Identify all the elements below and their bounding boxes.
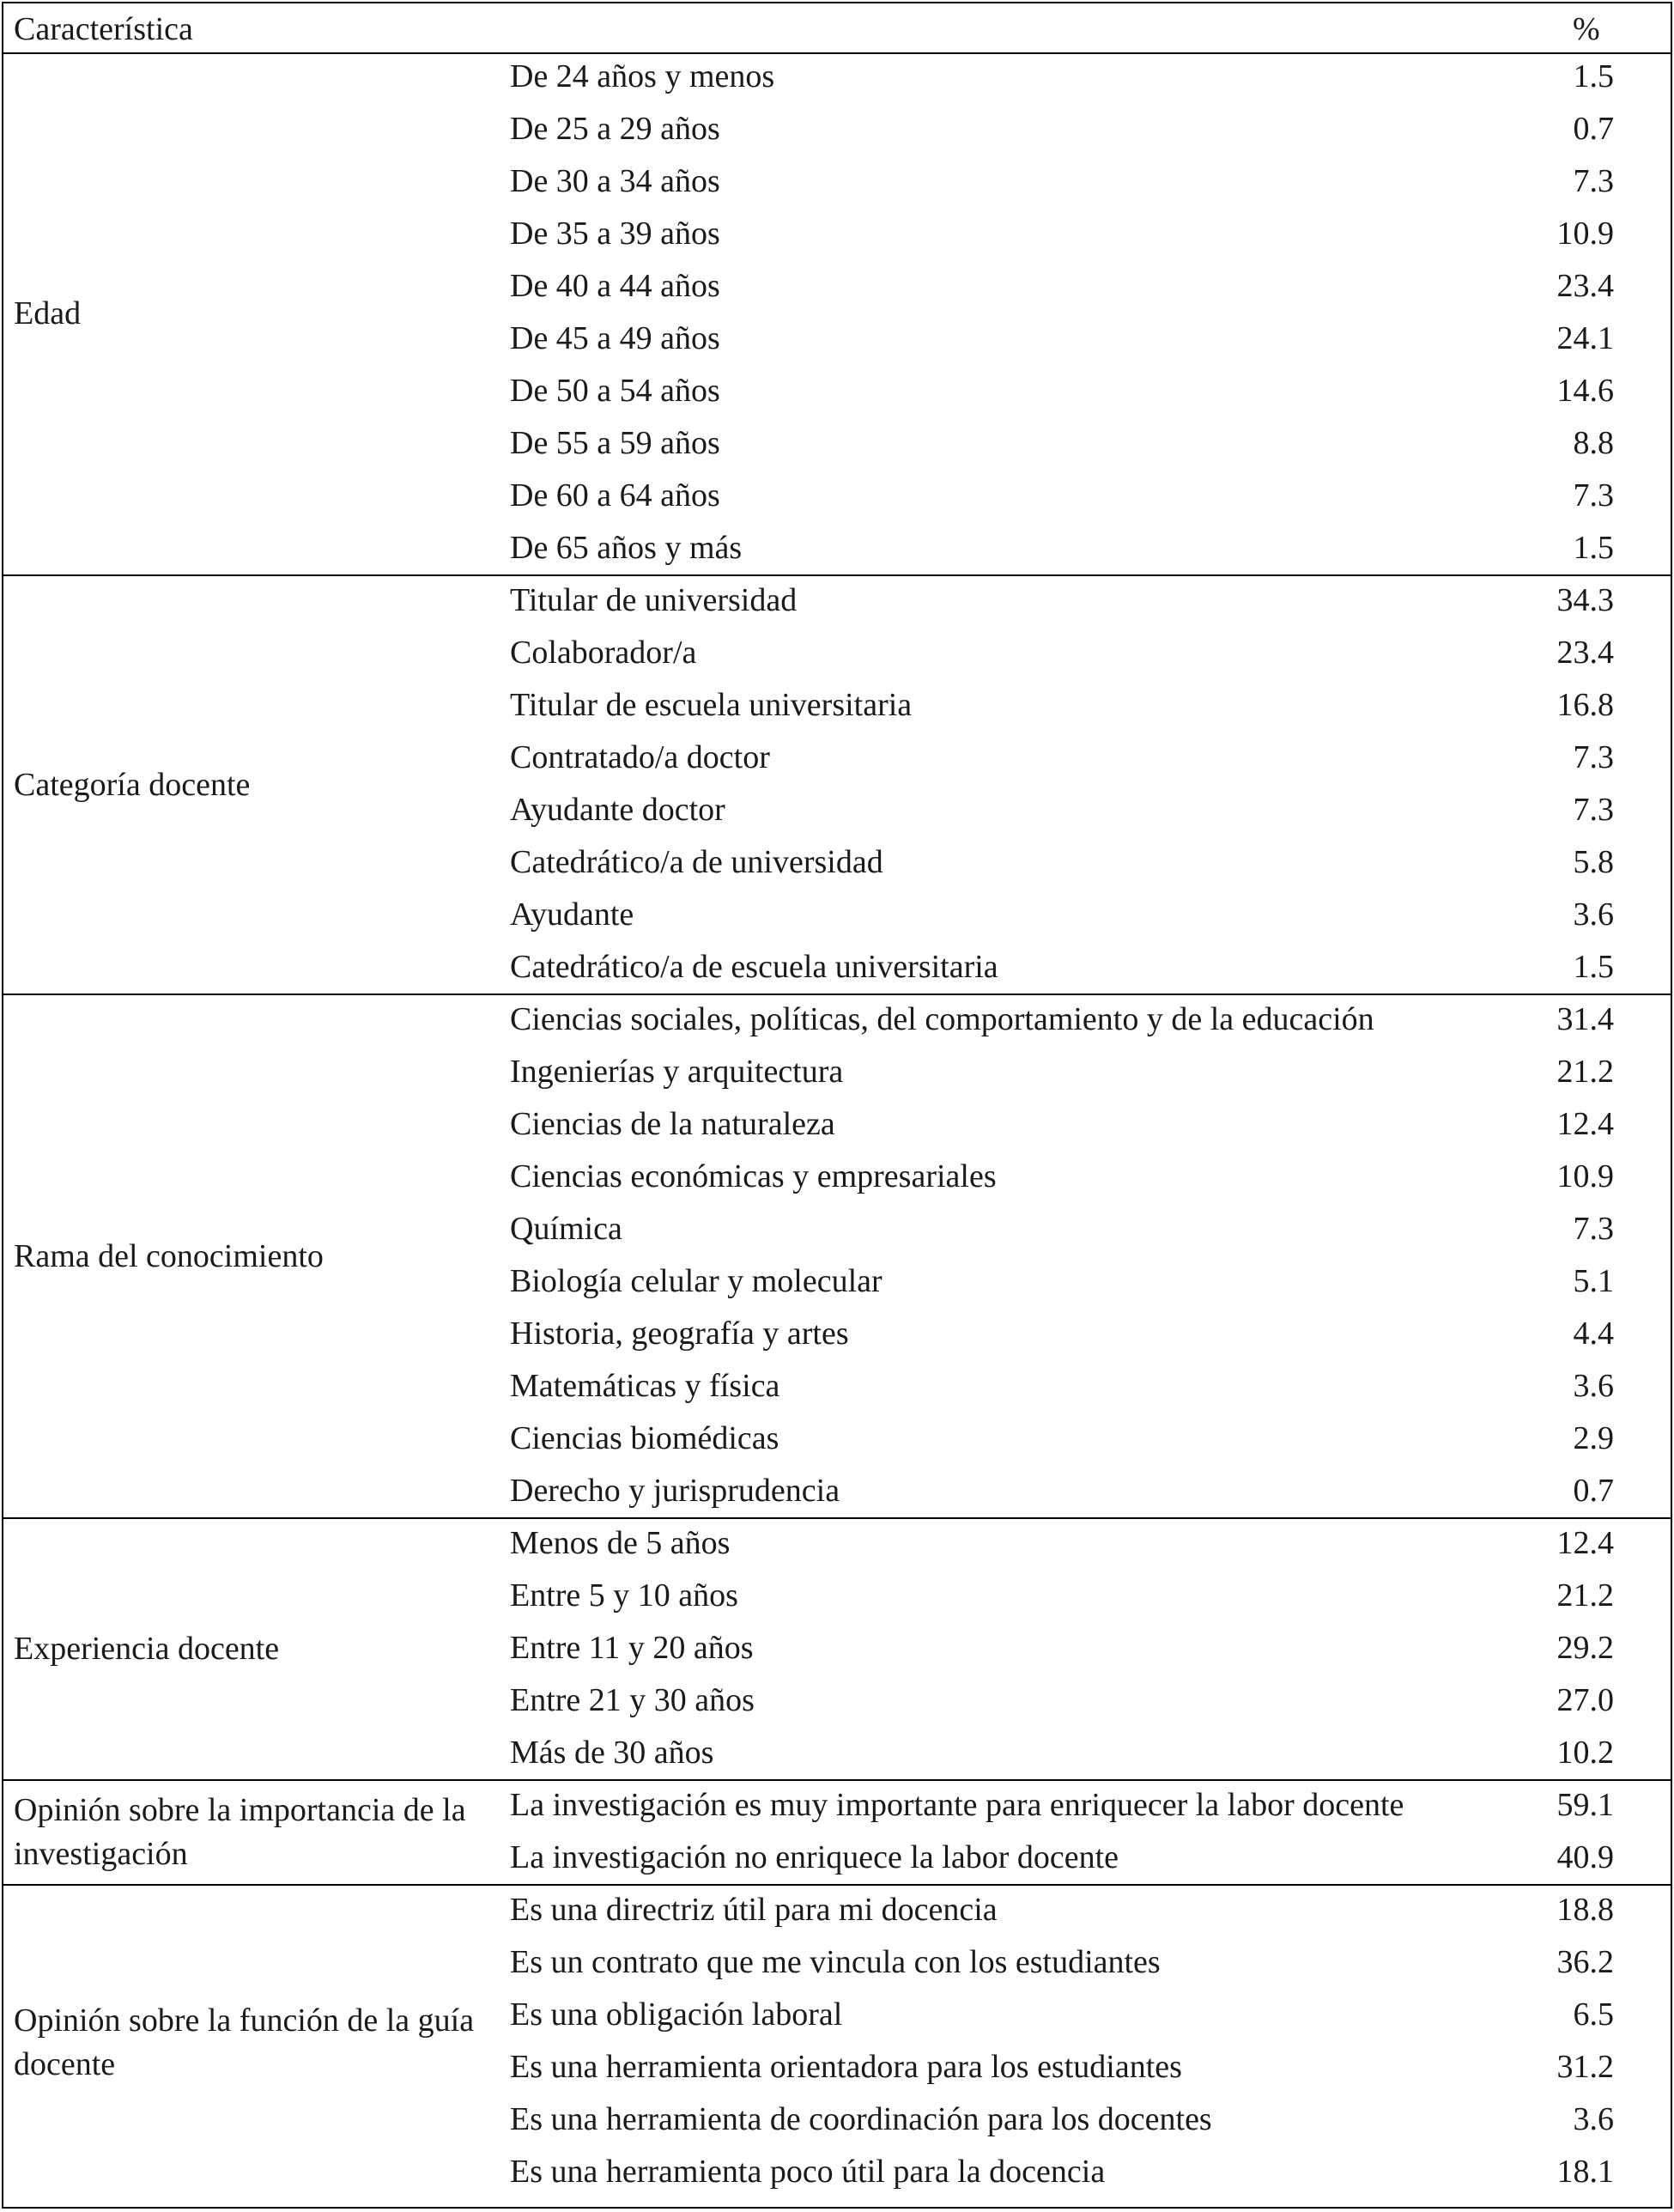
table-row	[510, 1571, 1671, 1624]
row-percent: 24.1	[1556, 320, 1614, 356]
row-percent: 34.3	[1556, 582, 1614, 618]
row-item: Titular de universidad	[510, 582, 798, 618]
row-percent: 23.4	[1556, 268, 1614, 304]
row-percent: 1.5	[1573, 530, 1614, 566]
table-row	[510, 262, 1671, 314]
row-item: Ciencias de la naturaleza	[510, 1106, 835, 1142]
table-section	[3, 995, 1671, 1519]
table-row	[510, 2043, 1671, 2095]
table-row	[510, 1048, 1671, 1100]
row-percent: 3.6	[1573, 2101, 1614, 2137]
row-item: Es una herramienta orientadora para los estudiantes	[510, 2049, 1182, 2085]
row-percent: 18.1	[1556, 2154, 1614, 2190]
row-percent: 7.3	[1573, 792, 1614, 828]
row-item: De 65 años y más	[510, 530, 743, 566]
row-percent: 7.3	[1573, 739, 1614, 775]
row-percent: 5.8	[1573, 844, 1614, 880]
row-percent: 59.1	[1556, 1787, 1614, 1823]
row-item: Ingenierías y arquitectura	[510, 1054, 844, 1090]
row-percent: 10.9	[1556, 1158, 1614, 1194]
characteristics-table	[2, 2, 1672, 2209]
table-section	[3, 52, 1671, 576]
row-item: La investigación es muy importante para enriquecer la labor docente	[510, 1787, 1404, 1823]
table-row	[510, 2095, 1671, 2148]
row-percent: 18.8	[1556, 1892, 1614, 1928]
table-row	[510, 1886, 1671, 1938]
row-percent: 5.1	[1573, 1263, 1614, 1299]
row-item: Matemáticas y física	[510, 1368, 780, 1404]
table-row	[510, 419, 1671, 471]
table-section	[3, 1886, 1671, 2200]
row-item: Catedrático/a de escuela universitaria	[510, 949, 998, 985]
section-category: Rama del conocimiento	[14, 1237, 324, 1274]
row-item: Ayudante doctor	[510, 792, 725, 828]
table-row	[510, 1414, 1671, 1467]
row-percent: 36.2	[1556, 1944, 1614, 1980]
section-category: Experiencia docente	[14, 1631, 280, 1667]
row-item: Química	[510, 1211, 622, 1247]
row-percent: 21.2	[1556, 1577, 1614, 1613]
table-row	[510, 52, 1671, 105]
row-percent: 1.5	[1573, 58, 1614, 94]
row-item: Entre 5 y 10 años	[510, 1577, 738, 1613]
row-item: Es una directriz útil para mi docencia	[510, 1892, 998, 1928]
row-percent: 1.5	[1573, 949, 1614, 985]
row-percent: 0.7	[1573, 1473, 1614, 1509]
row-percent: 31.2	[1556, 2049, 1614, 2085]
table-row	[510, 1519, 1671, 1571]
row-item: Es una herramienta poco útil para la docencia	[510, 2154, 1106, 2190]
table-row	[510, 524, 1671, 576]
section-category: Opinión sobre la función de la guía docente	[14, 2002, 475, 2082]
table-section	[3, 576, 1671, 995]
table-row	[510, 943, 1671, 995]
row-item: Es una obligación laboral	[510, 1996, 843, 2033]
table-row	[510, 1152, 1671, 1205]
row-item: Más de 30 años	[510, 1735, 714, 1771]
row-item: De 45 a 49 años	[510, 320, 720, 356]
row-item: Ciencias sociales, políticas, del comportamiento y de la educación	[510, 1001, 1374, 1037]
table-row	[510, 629, 1671, 681]
row-percent: 23.4	[1556, 635, 1614, 671]
table-row	[510, 733, 1671, 786]
table-row	[510, 1257, 1671, 1310]
row-percent: 40.9	[1556, 1839, 1614, 1875]
table-row	[510, 1310, 1671, 1362]
table-row	[510, 1100, 1671, 1152]
row-percent: 29.2	[1556, 1630, 1614, 1666]
row-percent: 6.5	[1573, 1996, 1614, 2033]
row-item: Titular de escuela universitaria	[510, 687, 913, 723]
row-item: Menos de 5 años	[510, 1525, 731, 1561]
row-item: La investigación no enriquece la labor docente	[510, 1839, 1119, 1875]
row-item: De 25 a 29 años	[510, 111, 720, 147]
table-row	[510, 1938, 1671, 1990]
table-row	[510, 1362, 1671, 1414]
row-percent: 12.4	[1556, 1525, 1614, 1561]
table-row	[510, 1676, 1671, 1729]
table-row	[510, 367, 1671, 419]
table-header	[3, 3, 1671, 54]
table-row	[510, 314, 1671, 367]
row-item: De 30 a 34 años	[510, 163, 720, 199]
table-section	[3, 1519, 1671, 1781]
row-item: De 40 a 44 años	[510, 268, 720, 304]
row-item: Contratado/a doctor	[510, 739, 770, 775]
row-item: De 60 a 64 años	[510, 477, 720, 514]
table-row	[510, 681, 1671, 733]
row-percent: 27.0	[1556, 1682, 1614, 1718]
row-percent: 21.2	[1556, 1054, 1614, 1090]
table-row	[510, 471, 1671, 524]
table-row	[510, 786, 1671, 838]
row-item: Catedrático/a de universidad	[510, 844, 883, 880]
table-row	[510, 2148, 1671, 2200]
row-percent: 3.6	[1573, 1368, 1614, 1404]
row-percent: 14.6	[1556, 373, 1614, 409]
header-characteristic: Característica	[14, 11, 193, 47]
header-percent: %	[1573, 11, 1600, 47]
row-percent: 3.6	[1573, 896, 1614, 933]
table-row	[510, 576, 1671, 629]
row-item: De 55 a 59 años	[510, 425, 720, 461]
table-row	[510, 1729, 1671, 1781]
row-item: De 35 a 39 años	[510, 216, 720, 252]
row-item: Biología celular y molecular	[510, 1263, 882, 1299]
row-item: Derecho y jurisprudencia	[510, 1473, 840, 1509]
row-item: Ayudante	[510, 896, 634, 933]
table-row	[510, 838, 1671, 890]
table-row	[510, 210, 1671, 262]
row-item: Entre 11 y 20 años	[510, 1630, 754, 1666]
table-row	[510, 890, 1671, 943]
table-row	[510, 1624, 1671, 1676]
row-percent: 10.9	[1556, 216, 1614, 252]
row-item: Es una herramienta de coordinación para los docentes	[510, 2101, 1212, 2137]
table-row	[510, 157, 1671, 210]
row-percent: 0.7	[1573, 111, 1614, 147]
row-percent: 31.4	[1556, 1001, 1614, 1037]
table-row	[510, 105, 1671, 157]
row-percent: 12.4	[1556, 1106, 1614, 1142]
table-row	[510, 1205, 1671, 1257]
row-item: De 50 a 54 años	[510, 373, 720, 409]
row-percent: 16.8	[1556, 687, 1614, 723]
row-item: Entre 21 y 30 años	[510, 1682, 755, 1718]
table-row	[510, 1781, 1671, 1833]
table-row	[510, 1833, 1671, 1886]
row-percent: 7.3	[1573, 1211, 1614, 1247]
row-item: Colaborador/a	[510, 635, 697, 671]
row-item: Es un contrato que me vincula con los estudiantes	[510, 1944, 1161, 1980]
row-percent: 10.2	[1556, 1735, 1614, 1771]
section-category: Categoría docente	[14, 766, 251, 803]
row-percent: 2.9	[1573, 1420, 1614, 1456]
row-item: Ciencias biomédicas	[510, 1420, 779, 1456]
row-percent: 7.3	[1573, 163, 1614, 199]
row-percent: 7.3	[1573, 477, 1614, 514]
section-category: Edad	[14, 295, 82, 331]
table-row	[510, 1467, 1671, 1519]
row-item: De 24 años y menos	[510, 58, 775, 94]
row-percent: 4.4	[1573, 1316, 1614, 1352]
row-percent: 8.8	[1573, 425, 1614, 461]
section-category: Opinión sobre la importancia de la investigación	[14, 1792, 466, 1872]
row-item: Ciencias económicas y empresariales	[510, 1158, 997, 1194]
table-row	[510, 1990, 1671, 2043]
table-section	[3, 1781, 1671, 1886]
table-row	[510, 995, 1671, 1048]
row-item: Historia, geografía y artes	[510, 1316, 849, 1352]
